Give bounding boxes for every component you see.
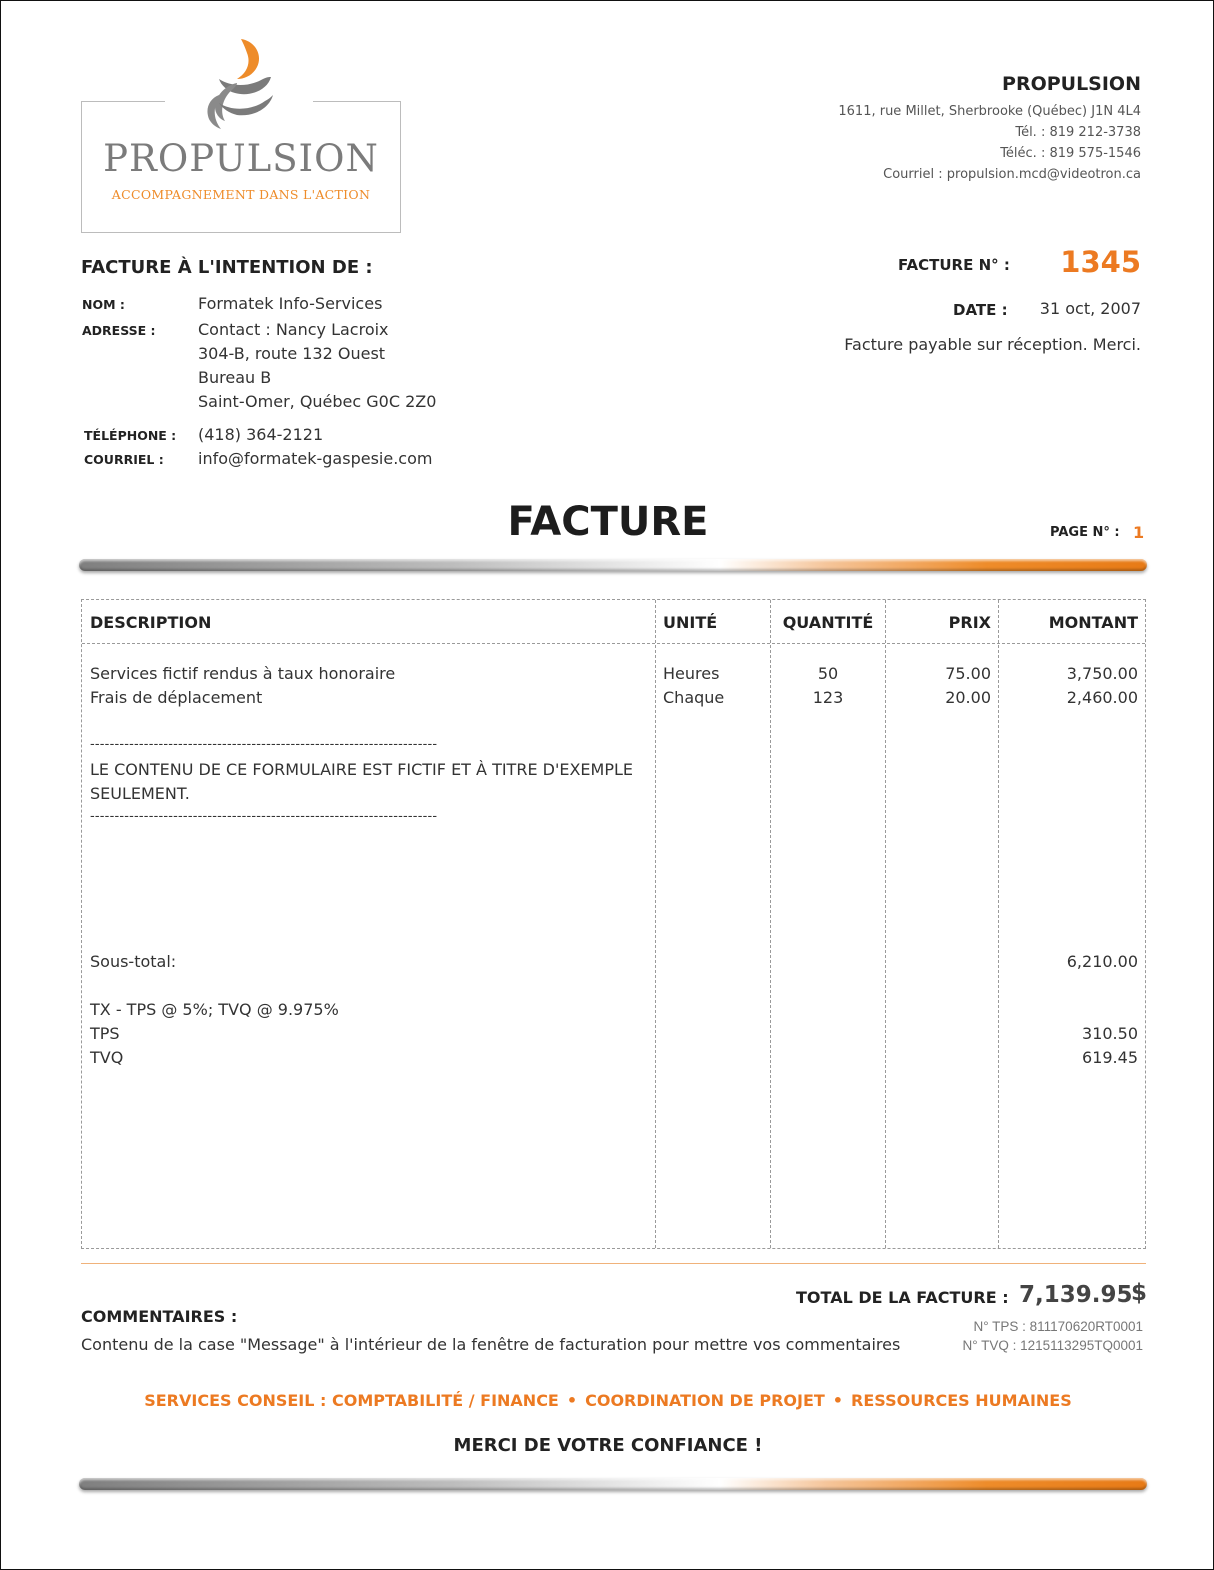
company-fax: Téléc. : 819 575-1546 xyxy=(1000,146,1141,161)
row-2-description: Frais de déplacement xyxy=(90,688,263,707)
document-title: FACTURE xyxy=(507,499,709,545)
address-line-2: 304-B, route 132 Ouest xyxy=(198,344,386,363)
logo-tagline: ACCOMPAGNEMENT DANS L'ACTION xyxy=(111,187,371,202)
tax-header: TX - TPS @ 5%; TVQ @ 9.975% xyxy=(90,1000,339,1019)
service-project: COORDINATION DE PROJET xyxy=(585,1391,825,1410)
address-line-4: Saint-Omer, Québec G0C 2Z0 xyxy=(198,392,437,411)
bottom-divider-bar xyxy=(79,1478,1147,1490)
total-value: 7,139.95 xyxy=(1019,1282,1133,1308)
subtotal-label: Sous-total: xyxy=(90,952,177,971)
header-divider xyxy=(82,643,1145,644)
row-1-quantity: 50 xyxy=(817,664,839,683)
logo-name: PROPULSION xyxy=(103,137,379,180)
client-email[interactable]: info@formatek-gaspesie.com xyxy=(198,449,433,468)
bill-to-title: FACTURE À L'INTENTION DE : xyxy=(81,257,373,278)
subtotal-value: 6,210.00 xyxy=(1066,952,1138,971)
tvq-registration-number: N° TVQ : 1215113295TQ0001 xyxy=(962,1338,1143,1353)
comments-label: COMMENTAIRES : xyxy=(81,1307,238,1326)
row-2-amount: 2,460.00 xyxy=(1066,688,1138,707)
logo-swirl-icon xyxy=(197,35,287,131)
notice-line-1: LE CONTENU DE CE FORMULAIRE EST FICTIF ET À TITRE D'EXEMPLE xyxy=(90,760,634,779)
header-quantity: QUANTITÉ xyxy=(782,613,874,632)
company-address: 1611, rue Millet, Sherbrooke (Québec) J1N 4L4 xyxy=(838,104,1141,119)
bullet-separator: • xyxy=(832,1391,844,1410)
tps-registration-number: N° TPS : 811170620RT0001 xyxy=(973,1319,1143,1334)
client-phone: (418) 364-2121 xyxy=(198,425,324,444)
line-items-table xyxy=(81,599,1146,1249)
page-number: 1 xyxy=(1133,523,1145,542)
invoice-number-label: FACTURE N° : xyxy=(898,256,1010,274)
header-description: DESCRIPTION xyxy=(90,613,212,632)
row-2-quantity: 123 xyxy=(812,688,844,707)
client-name: Formatek Info-Services xyxy=(198,294,383,313)
email-label: COURRIEL : xyxy=(84,452,164,467)
address-line-1: Contact : Nancy Lacroix xyxy=(198,320,389,339)
total-label: TOTAL DE LA FACTURE : xyxy=(796,1288,1009,1307)
comments-text: Contenu de la case "Message" à l'intérieur de la fenêtre de facturation pour mettre vos commentaires xyxy=(81,1335,901,1354)
total-currency: $ xyxy=(1131,1280,1148,1306)
service-accounting: SERVICES CONSEIL : COMPTABILITÉ / FINANCE xyxy=(144,1391,559,1410)
thanks-message: MERCI DE VOTRE CONFIANCE ! xyxy=(453,1435,763,1456)
header-unit: UNITÉ xyxy=(663,613,718,632)
tps-label: TPS xyxy=(90,1024,120,1043)
row-1-description: Services fictif rendus à taux honoraire xyxy=(90,664,396,683)
date-label: DATE : xyxy=(953,301,1008,319)
company-name: PROPULSION xyxy=(1002,73,1141,95)
invoice-date: 31 oct, 2007 xyxy=(1039,299,1141,318)
address-label: ADRESSE : xyxy=(82,323,156,338)
page-label: PAGE N° : xyxy=(1050,525,1120,540)
dash-line-bottom: ----------------------------------------------------------------------- xyxy=(90,809,438,824)
tvq-label: TVQ xyxy=(90,1048,124,1067)
tvq-value: 619.45 xyxy=(1082,1048,1138,1067)
row-2-price: 20.00 xyxy=(945,688,991,707)
row-1-price: 75.00 xyxy=(945,664,991,683)
payment-terms: Facture payable sur réception. Merci. xyxy=(844,335,1141,354)
notice-line-2: SEULEMENT. xyxy=(90,784,190,803)
invoice-number: 1345 xyxy=(1060,245,1141,279)
name-label: NOM : xyxy=(82,297,125,312)
column-divider xyxy=(655,600,656,1248)
address-line-3: Bureau B xyxy=(198,368,272,387)
dash-line-top: ----------------------------------------------------------------------- xyxy=(90,737,438,752)
row-1-amount: 3,750.00 xyxy=(1066,664,1138,683)
phone-label: TÉLÉPHONE : xyxy=(84,428,177,443)
header-amount: MONTANT xyxy=(1048,613,1138,632)
services-line xyxy=(1,1391,1214,1410)
company-phone: Tél. : 819 212-3738 xyxy=(1015,125,1141,140)
top-divider-bar xyxy=(79,559,1147,571)
tps-value: 310.50 xyxy=(1082,1024,1138,1043)
header-price: PRIX xyxy=(948,613,991,632)
bullet-separator: • xyxy=(566,1391,578,1410)
service-hr: RESSOURCES HUMAINES xyxy=(851,1391,1072,1410)
totals-separator xyxy=(81,1263,1146,1264)
company-email[interactable]: Courriel : propulsion.mcd@videotron.ca xyxy=(883,167,1141,182)
row-1-unit: Heures xyxy=(663,664,720,683)
row-2-unit: Chaque xyxy=(663,688,725,707)
